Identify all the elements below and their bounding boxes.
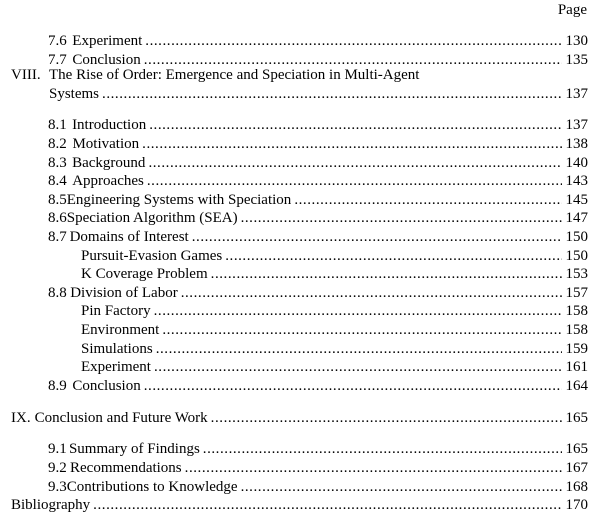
page-number: 158 bbox=[565, 322, 588, 338]
toc-entry-8-5[interactable] bbox=[0, 191, 588, 209]
page-number: 145 bbox=[565, 192, 588, 208]
page-number: 137 bbox=[565, 86, 588, 102]
toc-entry-bibliography[interactable] bbox=[0, 496, 588, 514]
page-number: 170 bbox=[565, 497, 588, 513]
section-title: Speciation Algorithm (SEA) bbox=[66, 210, 238, 226]
section-title: Engineering Systems with Speciation bbox=[66, 192, 292, 208]
toc-entry-9-2[interactable] bbox=[0, 459, 588, 477]
dot-leader bbox=[162, 321, 561, 339]
toc-entry-9-3[interactable] bbox=[0, 478, 588, 496]
dot-leader bbox=[145, 32, 561, 50]
dot-leader bbox=[154, 302, 562, 320]
page-number: 150 bbox=[565, 248, 588, 264]
page-column-header: Page bbox=[557, 2, 587, 18]
toc-entry-8-7[interactable] bbox=[0, 228, 588, 246]
page-number: 157 bbox=[565, 285, 588, 301]
page-number: 167 bbox=[565, 460, 588, 476]
section-number: 8.6 bbox=[48, 210, 67, 226]
dot-leader bbox=[102, 85, 561, 103]
page-number: 168 bbox=[565, 479, 588, 495]
subsection-title: Pin Factory bbox=[81, 303, 151, 319]
toc-entry-experiment[interactable] bbox=[0, 358, 588, 376]
page-number: 135 bbox=[565, 52, 588, 68]
toc-entry-8-4[interactable] bbox=[0, 172, 588, 190]
dot-leader bbox=[148, 154, 561, 172]
toc-entry-pursuit-evasion[interactable] bbox=[0, 247, 588, 265]
section-number: 8.1 bbox=[48, 117, 67, 133]
toc-entry-chapter-viii[interactable] bbox=[0, 85, 588, 103]
dot-leader bbox=[142, 135, 561, 153]
bibliography-title: Bibliography bbox=[11, 497, 91, 513]
chapter-number: IX. bbox=[11, 410, 31, 426]
subsection-title: K Coverage Problem bbox=[81, 266, 208, 282]
section-number: 7.6 bbox=[48, 33, 67, 49]
toc-entry-chapter-ix[interactable] bbox=[0, 409, 588, 427]
page-number: 143 bbox=[565, 173, 588, 189]
section-title: Experiment bbox=[72, 33, 143, 49]
toc-entry-8-6[interactable] bbox=[0, 209, 588, 227]
toc-entry-8-1[interactable] bbox=[0, 116, 588, 134]
section-number: 8.2 bbox=[48, 136, 67, 152]
section-title: Summary of Findings bbox=[68, 441, 200, 457]
section-title: Background bbox=[72, 155, 146, 171]
page-number: 158 bbox=[565, 303, 588, 319]
section-title: Introduction bbox=[72, 117, 147, 133]
section-number: 8.4 bbox=[48, 173, 67, 189]
section-number: 9.1 bbox=[48, 441, 67, 457]
subsection-title: Environment bbox=[81, 322, 160, 338]
section-number: 8.9 bbox=[48, 378, 67, 394]
toc-entry-k-coverage[interactable] bbox=[0, 265, 588, 283]
page-number: 140 bbox=[565, 155, 588, 171]
page-number: 159 bbox=[565, 341, 588, 357]
toc-entry-8-8[interactable] bbox=[0, 284, 588, 302]
dot-leader bbox=[225, 247, 561, 265]
chapter-title: Conclusion and Future Work bbox=[34, 410, 208, 426]
dot-leader bbox=[203, 440, 562, 458]
subsection-title: Simulations bbox=[81, 341, 153, 357]
dot-leader bbox=[185, 459, 562, 477]
dot-leader bbox=[149, 116, 561, 134]
toc-entry-8-9[interactable] bbox=[0, 377, 588, 395]
page-number: 138 bbox=[565, 136, 588, 152]
toc-entry-pin-factory[interactable] bbox=[0, 302, 588, 320]
toc-entry-7-6[interactable] bbox=[0, 32, 588, 50]
section-title: Contributions to Knowledge bbox=[66, 479, 238, 495]
section-title: Domains of Interest bbox=[69, 229, 189, 245]
section-title: Recommendations bbox=[70, 460, 182, 476]
section-number: 8.3 bbox=[48, 155, 67, 171]
dot-leader bbox=[294, 191, 561, 209]
subsection-title: Pursuit-Evasion Games bbox=[81, 248, 223, 264]
section-number: 9.3 bbox=[48, 479, 67, 495]
toc-entry-9-1[interactable] bbox=[0, 440, 588, 458]
dot-leader bbox=[241, 478, 562, 496]
dot-leader bbox=[181, 284, 562, 302]
section-title: Division of Labor bbox=[70, 285, 178, 301]
dot-leader bbox=[211, 409, 562, 427]
section-title: Approaches bbox=[72, 173, 144, 189]
subsection-title: Experiment bbox=[81, 359, 151, 375]
section-title: Conclusion bbox=[72, 52, 141, 68]
dot-leader bbox=[211, 265, 562, 283]
dot-leader bbox=[192, 228, 562, 246]
toc-entry-environment[interactable] bbox=[0, 321, 588, 339]
page-number: 165 bbox=[565, 441, 588, 457]
page-number: 165 bbox=[565, 410, 588, 426]
page-number: 161 bbox=[565, 359, 588, 375]
toc-entry-8-2[interactable] bbox=[0, 135, 588, 153]
page-number: 164 bbox=[565, 378, 588, 394]
chapter-title-line1[interactable]: The Rise of Order: Emergence and Speciation in Multi-Agent bbox=[49, 67, 420, 83]
page-number: 137 bbox=[565, 117, 588, 133]
section-number: 7.7 bbox=[48, 52, 67, 68]
dot-leader bbox=[156, 340, 562, 358]
dot-leader bbox=[93, 496, 561, 514]
page-number: 147 bbox=[565, 210, 588, 226]
toc-entry-simulations[interactable] bbox=[0, 340, 588, 358]
dot-leader bbox=[147, 172, 562, 190]
dot-leader bbox=[241, 209, 562, 227]
page-number: 150 bbox=[565, 229, 588, 245]
chapter-number: VIII. bbox=[11, 67, 41, 83]
chapter-title-line2: Systems bbox=[49, 86, 100, 102]
section-number: 9.2 bbox=[48, 460, 67, 476]
page-number: 130 bbox=[565, 33, 588, 49]
dot-leader bbox=[144, 377, 562, 395]
section-title: Conclusion bbox=[72, 378, 141, 394]
section-title: Motivation bbox=[72, 136, 140, 152]
section-number: 8.7 bbox=[48, 229, 67, 245]
toc-entry-8-3[interactable] bbox=[0, 154, 588, 172]
page-number: 153 bbox=[565, 266, 588, 282]
section-number: 8.8 bbox=[48, 285, 67, 301]
dot-leader bbox=[154, 358, 562, 376]
section-number: 8.5 bbox=[48, 192, 67, 208]
